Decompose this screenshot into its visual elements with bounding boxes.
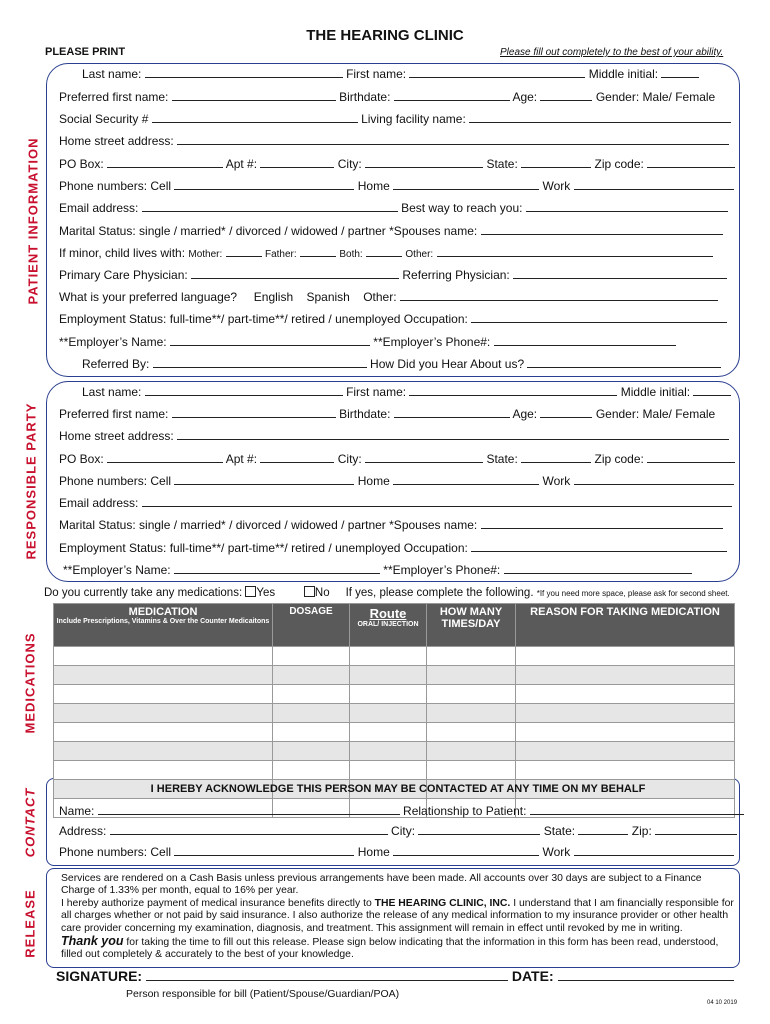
pobox-field[interactable] [107, 157, 223, 168]
age-label: Age: [512, 90, 538, 104]
resp-age-label: Age: [512, 407, 538, 421]
birthdate-label: Birthdate: [339, 90, 391, 104]
release-paragraph-3 [61, 935, 736, 962]
table-cell[interactable] [350, 723, 427, 742]
resp-middle-label: Middle initial: [620, 385, 691, 399]
first-name-label: First name: [346, 67, 407, 81]
resp-work-field[interactable] [574, 474, 734, 485]
fill-note: Please fill out completely to the best of your ability. [500, 47, 724, 58]
col-route-title: Route [369, 606, 407, 621]
resp-preferred-field[interactable] [172, 407, 336, 418]
resp-first-name-field[interactable] [409, 385, 617, 396]
middle-initial-field[interactable] [661, 67, 699, 78]
table-cell[interactable] [427, 685, 516, 704]
contact-work-label: Work [542, 845, 571, 859]
last-name-label: Last name: [82, 67, 142, 81]
mother-label: Mother: [188, 249, 223, 260]
contact-address-field[interactable] [110, 824, 388, 835]
col-medication [54, 604, 273, 647]
mother-field[interactable] [226, 246, 262, 257]
yes-checkbox[interactable] [245, 586, 256, 597]
work-label: Work [542, 179, 571, 193]
contact-zip-field[interactable] [655, 824, 737, 835]
home-field[interactable] [393, 179, 539, 190]
resp-spouse-field[interactable] [481, 518, 723, 529]
contact-zip-label: Zip: [631, 824, 652, 838]
address-field[interactable] [177, 134, 729, 145]
table-cell[interactable] [516, 723, 735, 742]
apt-label: Apt #: [225, 157, 258, 171]
resp-preferred-label: Preferred first name: [59, 407, 169, 421]
contact-row-name [59, 804, 744, 818]
referred-field[interactable] [153, 357, 367, 368]
resp-row-pobox [59, 452, 735, 466]
section-label-patient: PATIENT INFORMATION [25, 137, 41, 305]
more-space-note: *If you need more space, please ask for second sheet. [536, 589, 730, 598]
section-label-release: RELEASE [22, 889, 38, 958]
resp-home-field[interactable] [393, 474, 539, 485]
facility-field[interactable] [469, 112, 731, 123]
resp-row-employment [59, 541, 727, 555]
contact-cell-label: Phone numbers: Cell [59, 845, 172, 859]
occupation-field[interactable] [471, 312, 727, 323]
patient-info-box [46, 63, 740, 377]
table-cell[interactable] [516, 742, 735, 761]
father-label: Father: [264, 249, 297, 260]
table-cell[interactable] [273, 761, 350, 780]
no-checkbox[interactable] [304, 586, 315, 597]
birthdate-field[interactable] [394, 90, 510, 101]
employer-phone-field[interactable] [494, 335, 676, 346]
work-field[interactable] [574, 179, 734, 190]
table-cell[interactable] [273, 647, 350, 666]
contact-state-label: State: [543, 824, 576, 838]
resp-employer-field[interactable] [174, 563, 380, 574]
pcp-label: Primary Care Physician: [59, 268, 188, 282]
resp-gender-label[interactable]: Gender: Male/ Female [595, 407, 716, 421]
resp-row-address [59, 429, 729, 443]
resp-birthdate-field[interactable] [394, 407, 510, 418]
cell-label: Phone numbers: Cell [59, 179, 172, 193]
age-field[interactable] [540, 90, 592, 101]
contact-heading: I HEREBY ACKNOWLEDGE THIS PERSON MAY BE CONTACTED AT ANY TIME ON MY BEHALF [150, 783, 646, 795]
city-field[interactable] [365, 157, 483, 168]
father-field[interactable] [300, 246, 336, 257]
table-row [54, 647, 735, 666]
table-cell[interactable] [516, 647, 735, 666]
resp-last-name-field[interactable] [145, 385, 343, 396]
section-label-contact: CONTACT [22, 787, 38, 858]
employer-phone-label: **Employer’s Phone#: [373, 335, 491, 349]
language-other-label: Other: [363, 290, 397, 304]
employer-label: **Employer’s Name: [59, 335, 167, 349]
table-cell[interactable] [516, 704, 735, 723]
patient-row-referred [82, 357, 721, 371]
resp-cell-field[interactable] [174, 474, 354, 485]
table-cell[interactable] [516, 761, 735, 780]
table-cell[interactable] [273, 704, 350, 723]
date-field[interactable] [558, 968, 734, 981]
hear-field[interactable] [527, 357, 721, 368]
other-field[interactable] [437, 246, 713, 257]
ssn-label: Social Security # [59, 112, 149, 126]
resp-apt-field[interactable] [260, 452, 334, 463]
patient-row-marital [59, 224, 723, 238]
resp-zip-label: Zip code: [594, 452, 644, 466]
address-label: Home street address: [59, 134, 174, 148]
contact-name-field[interactable] [98, 804, 400, 815]
table-cell[interactable] [54, 723, 273, 742]
resp-age-field[interactable] [540, 407, 592, 418]
state-label: State: [486, 157, 518, 171]
contact-row-phone [59, 845, 734, 859]
if-yes-label: If yes, please complete the following. [345, 587, 534, 599]
home-label: Home [357, 179, 390, 193]
spouse-field[interactable] [481, 224, 723, 235]
release-paragraph-2 [61, 898, 736, 935]
ssn-field[interactable] [152, 112, 358, 123]
resp-employment-label: Employment Status: full-time**/ part-time**/ retired / unemployed Occupation: [59, 541, 468, 555]
state-field[interactable] [521, 157, 591, 168]
resp-row-preferred [59, 407, 715, 421]
signature-row: SIGNATURE: DATE: [56, 968, 734, 984]
thank-you: Thank you [61, 934, 124, 949]
table-row [54, 742, 735, 761]
table-cell[interactable] [516, 666, 735, 685]
resp-address-field[interactable] [177, 429, 729, 440]
contact-row-address [59, 824, 737, 838]
minor-label: If minor, child lives with: [59, 246, 186, 260]
table-cell[interactable] [273, 685, 350, 704]
gender-label[interactable]: Gender: Male/ Female [595, 90, 716, 104]
resp-state-field[interactable] [521, 452, 591, 463]
col-medication-subtitle: Include Prescriptions, Vitamins & Over the Counter Medicaitons [56, 618, 270, 625]
resp-row-phone [59, 474, 734, 488]
table-row [54, 761, 735, 780]
resp-employer-label: **Employer’s Name: [63, 563, 171, 577]
table-cell[interactable] [427, 666, 516, 685]
contact-state-field[interactable] [578, 824, 628, 835]
contact-address-label: Address: [59, 824, 107, 838]
patient-row-ssn [59, 112, 731, 126]
table-row [54, 723, 735, 742]
resp-birthdate-label: Birthdate: [339, 407, 391, 421]
responsible-note: Person responsible for bill (Patient/Spouse/Guardian/POA) [126, 988, 400, 1000]
contact-home-label: Home [357, 845, 390, 859]
resp-occupation-field[interactable] [471, 541, 727, 552]
table-cell[interactable] [350, 742, 427, 761]
resp-city-label: City: [337, 452, 362, 466]
zip-field[interactable] [647, 157, 735, 168]
col-route-subtitle: ORAL/ INJECTION [357, 621, 419, 628]
resp-cell-label: Phone numbers: Cell [59, 474, 172, 488]
relationship-field[interactable] [530, 804, 744, 815]
resp-employer-phone-label: **Employer’s Phone#: [383, 563, 501, 577]
resp-row-employer [63, 563, 692, 577]
patient-row-employer [59, 335, 676, 349]
employment-label: Employment Status: full-time**/ part-time**/ retired / unemployed Occupation: [59, 312, 468, 326]
email-field[interactable] [142, 201, 398, 212]
patient-row-employment [59, 312, 727, 326]
resp-address-label: Home street address: [59, 429, 174, 443]
release-p2-end: I understand that I am financially responsible for all charges whether or not paid by said insurance. I also authorize the release of any medical information to my insurance provider or other health care provider concerning my examination, diagnosis, and treatment. This assignment will remain in effect until revoked by me in writing. [61, 897, 734, 934]
email-label: Email address: [59, 201, 139, 215]
medications-header-row [54, 604, 735, 647]
resp-home-label: Home [357, 474, 390, 488]
table-cell[interactable] [350, 666, 427, 685]
marital-label: Marital Status: single / married* / divorced / widowed / partner *Spouses name: [59, 224, 478, 238]
referred-label: Referred By: [82, 357, 150, 371]
table-cell[interactable] [273, 666, 350, 685]
patient-row-language [59, 290, 718, 304]
table-row [54, 685, 735, 704]
employer-field[interactable] [170, 335, 370, 346]
table-cell[interactable] [273, 742, 350, 761]
table-cell[interactable] [54, 742, 273, 761]
preferred-name-field[interactable] [172, 90, 336, 101]
yes-label: Yes [256, 587, 276, 599]
resp-state-label: State: [486, 452, 518, 466]
table-cell[interactable] [427, 723, 516, 742]
pcp-field[interactable] [191, 268, 399, 279]
resp-marital-label: Marital Status: single / married* / divorced / widowed / partner *Spouses name: [59, 518, 478, 532]
preferred-name-label: Preferred first name: [59, 90, 169, 104]
contact-city-field[interactable] [418, 824, 540, 835]
please-print-label: PLEASE PRINT [45, 46, 126, 58]
resp-middle-field[interactable] [693, 385, 731, 396]
resp-first-name-label: First name: [346, 385, 407, 399]
release-paragraph-1: Services are rendered on a Cash Basis unless previous arrangements have been made. All accounts over 30 days are subject to a Finance Charge of 1.33% per month, equal to 16% per year. [61, 873, 702, 897]
table-cell[interactable] [54, 666, 273, 685]
contact-cell-field[interactable] [174, 845, 354, 856]
medications-question: Do you currently take any medications: [44, 587, 243, 599]
zip-label: Zip code: [594, 157, 644, 171]
col-dosage: DOSAGE [273, 604, 350, 647]
table-cell[interactable] [427, 647, 516, 666]
release-p2-start: I hereby authorize payment of medical insurance benefits directly to [61, 897, 372, 909]
english-option[interactable]: English [253, 290, 294, 304]
hear-label: How Did you Hear About us? [370, 357, 525, 371]
table-cell[interactable] [427, 704, 516, 723]
best-way-field[interactable] [526, 201, 728, 212]
patient-row-phone [59, 179, 734, 193]
contact-home-field[interactable] [393, 845, 539, 856]
language-other-field[interactable] [400, 290, 718, 301]
table-row [54, 704, 735, 723]
resp-email-field[interactable] [142, 496, 732, 507]
resp-work-label: Work [542, 474, 571, 488]
table-cell[interactable] [54, 761, 273, 780]
medications-question-row [44, 586, 730, 599]
resp-email-label: Email address: [59, 496, 139, 510]
resp-row-name [82, 385, 731, 399]
table-cell[interactable] [350, 704, 427, 723]
signature-label: SIGNATURE [56, 968, 138, 984]
referring-label: Referring Physician: [402, 268, 510, 282]
date-label: DATE [511, 968, 549, 984]
table-cell[interactable] [350, 647, 427, 666]
resp-pobox-field[interactable] [107, 452, 223, 463]
both-label: Both: [339, 249, 363, 260]
patient-row-minor [59, 246, 713, 260]
page-title: THE HEARING CLINIC [306, 27, 464, 44]
form-code: 04 10 2019 [707, 1000, 738, 1006]
last-name-field[interactable] [145, 67, 343, 78]
col-times: HOW MANY TIMES/DAY [427, 604, 516, 647]
release-text [61, 873, 736, 962]
city-label: City: [337, 157, 362, 171]
contact-name-label: Name: [59, 804, 95, 818]
table-cell[interactable] [350, 761, 427, 780]
other-label: Other: [405, 249, 434, 260]
table-cell[interactable] [273, 723, 350, 742]
spanish-option[interactable]: Spanish [306, 290, 350, 304]
language-label: What is your preferred language? [59, 290, 238, 304]
resp-pobox-label: PO Box: [59, 452, 104, 466]
best-way-label: Best way to reach you: [401, 201, 523, 215]
col-reason: REASON FOR TAKING MEDICATION [516, 604, 735, 647]
table-cell[interactable] [54, 704, 273, 723]
resp-zip-field[interactable] [647, 452, 735, 463]
patient-row-pobox [59, 157, 735, 171]
middle-initial-label: Middle initial: [588, 67, 659, 81]
section-label-medications: MEDICATIONS [22, 632, 38, 734]
release-clinic-name: THE HEARING CLINIC, INC. [374, 897, 511, 909]
resp-apt-label: Apt #: [225, 452, 258, 466]
first-name-field[interactable] [409, 67, 585, 78]
patient-row-physician [59, 268, 727, 282]
resp-employer-phone-field[interactable] [504, 563, 692, 574]
section-label-responsible: RESPONSIBLE PARTY [23, 402, 39, 560]
table-row [54, 666, 735, 685]
pobox-label: PO Box: [59, 157, 104, 171]
resp-row-marital [59, 518, 723, 532]
resp-city-field[interactable] [365, 452, 483, 463]
col-medication-title: MEDICATION [128, 606, 198, 618]
patient-row-preferred [59, 90, 715, 104]
apt-field[interactable] [260, 157, 334, 168]
relationship-label: Relationship to Patient: [403, 804, 527, 818]
contact-work-field[interactable] [574, 845, 734, 856]
table-cell[interactable] [54, 647, 273, 666]
contact-city-label: City: [391, 824, 416, 838]
release-p3: for taking the time to fill out this release. Please sign below indicating that the information in this form has been read, understood, filled out completely & accurately to the best of your knowledge. [61, 937, 719, 961]
both-field[interactable] [366, 246, 402, 257]
resp-row-email [59, 496, 732, 510]
signature-field[interactable] [146, 968, 508, 981]
resp-last-name-label: Last name: [82, 385, 142, 399]
col-route [350, 604, 427, 647]
patient-row-email [59, 201, 728, 215]
patient-row-address [59, 134, 729, 148]
table-cell[interactable] [350, 685, 427, 704]
cell-field[interactable] [174, 179, 354, 190]
table-cell[interactable] [427, 742, 516, 761]
no-label: No [314, 587, 330, 599]
table-cell[interactable] [54, 685, 273, 704]
table-cell[interactable] [516, 685, 735, 704]
facility-label: Living facility name: [361, 112, 466, 126]
referring-field[interactable] [513, 268, 727, 279]
table-cell[interactable] [427, 761, 516, 780]
patient-row-name [82, 67, 699, 81]
